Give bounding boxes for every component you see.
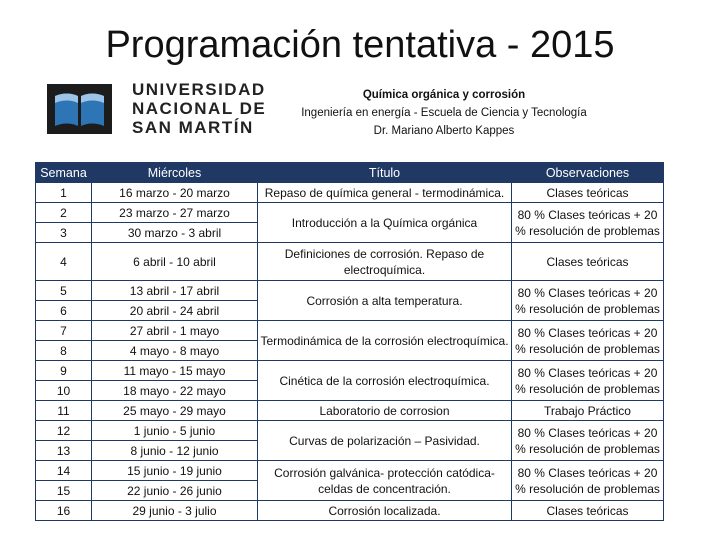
topic-title: Cinética de la corrosión electroquímica.	[258, 361, 512, 401]
observations: 80 % Clases teóricas + 20 % resolución de problemas	[512, 421, 664, 461]
week-dates: 27 abril - 1 mayo	[92, 321, 258, 341]
week-number: 11	[36, 401, 92, 421]
week-number: 15	[36, 481, 92, 501]
university-line: UNIVERSIDAD	[132, 80, 266, 99]
observations: Clases teóricas	[512, 501, 664, 521]
program-name: Ingeniería en energía - Escuela de Ciencia y Tecnología	[301, 107, 587, 119]
week-dates: 15 junio - 19 junio	[92, 461, 258, 481]
week-number: 5	[36, 281, 92, 301]
column-header-miercoles: Miércoles	[92, 163, 258, 183]
book-logo-icon	[47, 84, 112, 134]
table-header-row	[36, 163, 664, 183]
table-row	[36, 281, 664, 301]
week-dates: 13 abril - 17 abril	[92, 281, 258, 301]
week-dates: 29 junio - 3 julio	[92, 501, 258, 521]
observations: 80 % Clases teóricas + 20 % resolución de problemas	[512, 203, 664, 243]
table-row	[36, 461, 664, 481]
topic-title: Corrosión localizada.	[258, 501, 512, 521]
page-title: Programación tentativa - 2015	[105, 24, 615, 66]
observations: 80 % Clases teóricas + 20 % resolución de problemas	[512, 361, 664, 401]
week-dates: 1 junio - 5 junio	[92, 421, 258, 441]
table-row	[36, 361, 664, 381]
observations: 80 % Clases teóricas + 20 % resolución de problemas	[512, 461, 664, 501]
week-dates: 16 marzo - 20 marzo	[92, 183, 258, 203]
week-dates: 6 abril - 10 abril	[92, 243, 258, 281]
observations: Trabajo Práctico	[512, 401, 664, 421]
table-row	[36, 183, 664, 203]
course-info	[288, 86, 600, 140]
week-number: 6	[36, 301, 92, 321]
topic-title: Definiciones de corrosión. Repaso de electroquímica.	[258, 243, 512, 281]
week-dates: 4 mayo - 8 mayo	[92, 341, 258, 361]
table-row	[36, 421, 664, 441]
observations: 80 % Clases teóricas + 20 % resolución de problemas	[512, 281, 664, 321]
table-row	[36, 203, 664, 223]
week-dates: 25 mayo - 29 mayo	[92, 401, 258, 421]
course-name: Química orgánica y corrosión	[362, 89, 526, 101]
table-row	[36, 501, 664, 521]
table-row	[36, 401, 664, 421]
topic-title: Curvas de polarización – Pasividad.	[258, 421, 512, 461]
column-header-semana: Semana	[36, 163, 92, 183]
topic-title: Corrosión galvánica- protección catódica- celdas de concentración.	[258, 461, 512, 501]
week-number: 2	[36, 203, 92, 223]
week-number: 9	[36, 361, 92, 381]
week-number: 7	[36, 321, 92, 341]
week-dates: 11 mayo - 15 mayo	[92, 361, 258, 381]
observations: Clases teóricas	[512, 243, 664, 281]
week-dates: 20 abril - 24 abril	[92, 301, 258, 321]
week-number: 3	[36, 223, 92, 243]
week-dates: 30 marzo - 3 abril	[92, 223, 258, 243]
topic-title: Repaso de química general - termodinámica.	[258, 183, 512, 203]
week-number: 1	[36, 183, 92, 203]
observations: Clases teóricas	[512, 183, 664, 203]
schedule-table	[35, 162, 664, 521]
university-line: SAN MARTÍN	[132, 118, 254, 137]
week-dates: 18 mayo - 22 mayo	[92, 381, 258, 401]
week-dates: 8 junio - 12 junio	[92, 441, 258, 461]
column-header-observaciones: Observaciones	[512, 163, 664, 183]
week-number: 4	[36, 243, 92, 281]
topic-title: Termodinámica de la corrosión electroquímica.	[258, 321, 512, 361]
university-line: NACIONAL DE	[132, 99, 267, 118]
week-number: 16	[36, 501, 92, 521]
week-number: 12	[36, 421, 92, 441]
topic-title: Laboratorio de corrosion	[258, 401, 512, 421]
week-number: 13	[36, 441, 92, 461]
table-row	[36, 243, 664, 281]
week-dates: 23 marzo - 27 marzo	[92, 203, 258, 223]
observations: 80 % Clases teóricas + 20 % resolución de problemas	[512, 321, 664, 361]
week-number: 8	[36, 341, 92, 361]
topic-title: Corrosión a alta temperatura.	[258, 281, 512, 321]
table-row	[36, 321, 664, 341]
week-number: 10	[36, 381, 92, 401]
column-header-titulo: Título	[258, 163, 512, 183]
week-dates: 22 junio - 26 junio	[92, 481, 258, 501]
university-name	[132, 80, 266, 137]
topic-title: Introducción a la Química orgánica	[258, 203, 512, 243]
instructor-name: Dr. Mariano Alberto Kappes	[373, 125, 515, 137]
week-number: 14	[36, 461, 92, 481]
